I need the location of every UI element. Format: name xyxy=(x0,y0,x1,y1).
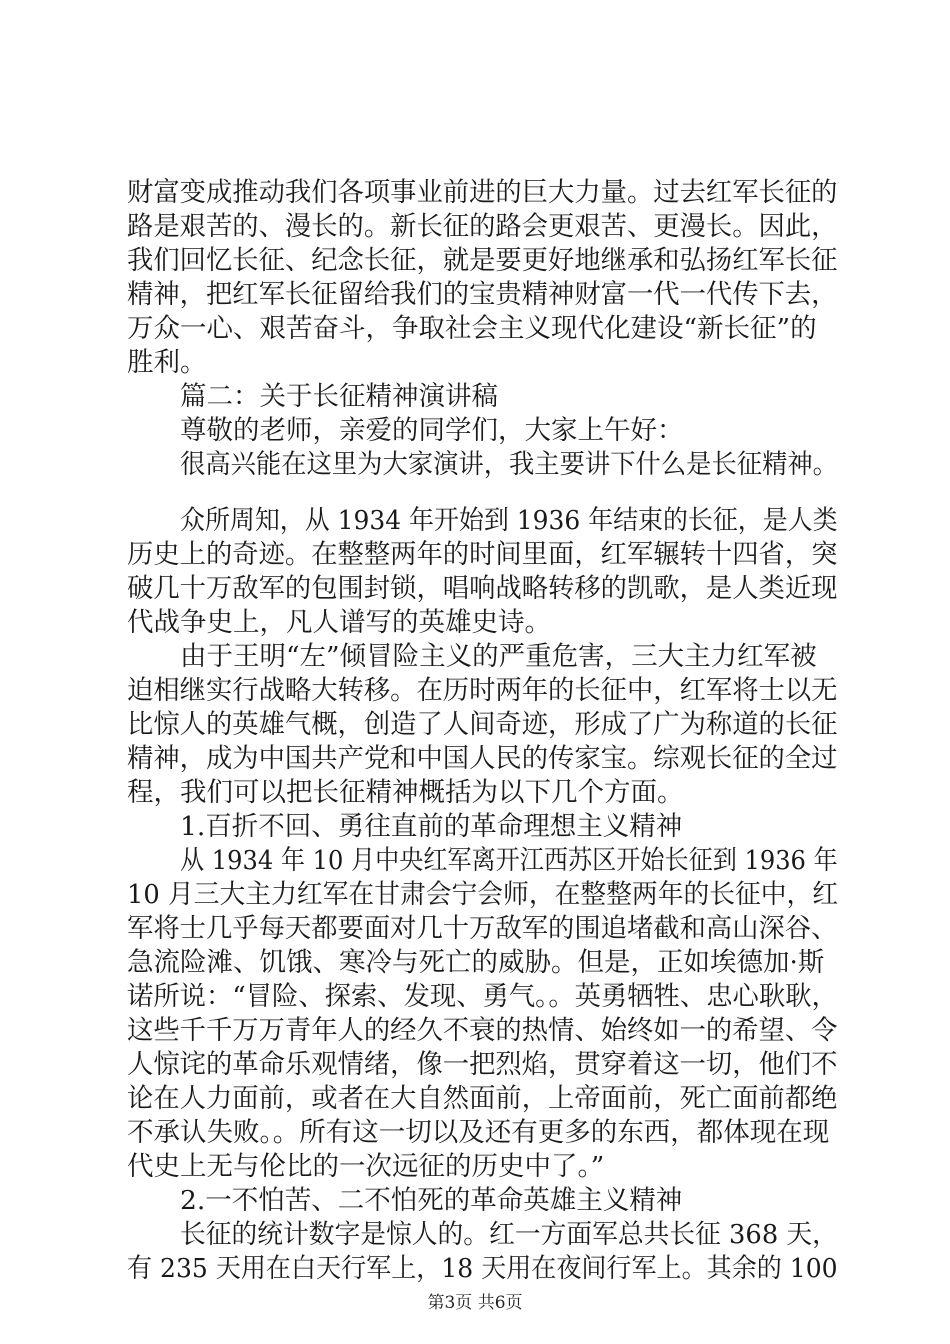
text-line: 我们回忆长征、纪念长征，就是要更好地继承和弘扬红军长征 xyxy=(127,245,838,276)
text-line: 迫相继实行战略大转移。在历时两年的长征中，红军将士以无 xyxy=(127,675,838,706)
text-line: 胜利。 xyxy=(127,347,207,378)
text-line: 路是艰苦的、漫长的。新长征的路会更艰苦、更漫长。因此， xyxy=(127,211,838,242)
subheading-1: 1.百折不回、勇往直前的革命理想主义精神 xyxy=(180,811,683,842)
section-heading: 篇二：关于长征精神演讲稿 xyxy=(180,381,498,412)
text-line: 历史上的奇迹。在整整两年的时间里面，红军辗转十四省，突 xyxy=(127,539,838,570)
text-line: 有 235 天用在白天行军上，18 天用在夜间行军上。其余的 100 xyxy=(127,1253,838,1284)
text-line: 不承认失败。。所有这一切以及还有更多的东西，都体现在现 xyxy=(127,1117,830,1148)
text-line: 破几十万敌军的包围封锁，唱响战略转移的凯歌，是人类近现 xyxy=(127,573,838,604)
text-line: 很高兴能在这里为大家演讲，我主要讲下什么是长征精神。 xyxy=(180,449,838,480)
text-line: 军将士几乎每天都要面对几十万敌军的围追堵截和高山深谷、 xyxy=(127,913,838,944)
text-line: 众所周知，从 1934 年开始到 1936 年结束的长征，是人类 xyxy=(180,505,838,536)
text-line: 程，我们可以把长征精神概括为以下几个方面。 xyxy=(127,777,684,808)
text-line: 代史上无与伦比的一次远征的历史中了。” xyxy=(127,1151,605,1182)
text-line: 代战争史上，凡人谱写的英雄史诗。 xyxy=(127,607,551,638)
greeting-line: 尊敬的老师，亲爱的同学们，大家上午好： xyxy=(180,415,684,446)
text-line: 论在人力面前，或者在大自然面前，上帝面前，死亡面前都绝 xyxy=(127,1083,838,1114)
text-line: 精神，把红军长征留给我们的宝贵精神财富一代一代传下去， xyxy=(127,279,838,310)
text-line: 财富变成推动我们各项事业前进的巨大力量。过去红军长征的 xyxy=(127,177,838,208)
text-line: 比惊人的英雄气概，创造了人间奇迹，形成了广为称道的长征 xyxy=(127,709,838,740)
text-line: 诺所说：“冒险、探索、发现、勇气。。英勇牺牲、忠心耿耿， xyxy=(127,981,838,1012)
subheading-2: 2.一不怕苦、二不怕死的革命英雄主义精神 xyxy=(180,1185,683,1216)
text-line: 由于王明“左”倾冒险主义的严重危害，三大主力红军被 xyxy=(180,641,817,672)
text-line: 精神，成为中国共产党和中国人民的传家宝。综观长征的全过 xyxy=(127,743,838,774)
page-footer: 第3页 共6页 xyxy=(427,1293,523,1313)
text-line: 长征的统计数字是惊人的。红一方面军总共长征 368 天， xyxy=(180,1219,838,1250)
text-line: 万众一心、艰苦奋斗，争取社会主义现代化建设“新长征”的 xyxy=(127,313,817,344)
text-line: 10 月三大主力红军在甘肃会宁会师，在整整两年的长征中，红 xyxy=(127,879,839,910)
text-line: 从 1934 年 10 月中央红军离开江西苏区开始长征到 1936 年 xyxy=(180,845,838,876)
text-line: 这些千千万万青年人的经久不衰的热情、始终如一的希望、令 xyxy=(127,1015,838,1046)
text-line: 人惊诧的革命乐观情绪，像一把烈焰，贯穿着这一切，他们不 xyxy=(127,1049,838,1080)
text-line: 急流险滩、饥饿、寒冷与死亡的威胁。但是，正如埃德加·斯 xyxy=(127,947,825,978)
